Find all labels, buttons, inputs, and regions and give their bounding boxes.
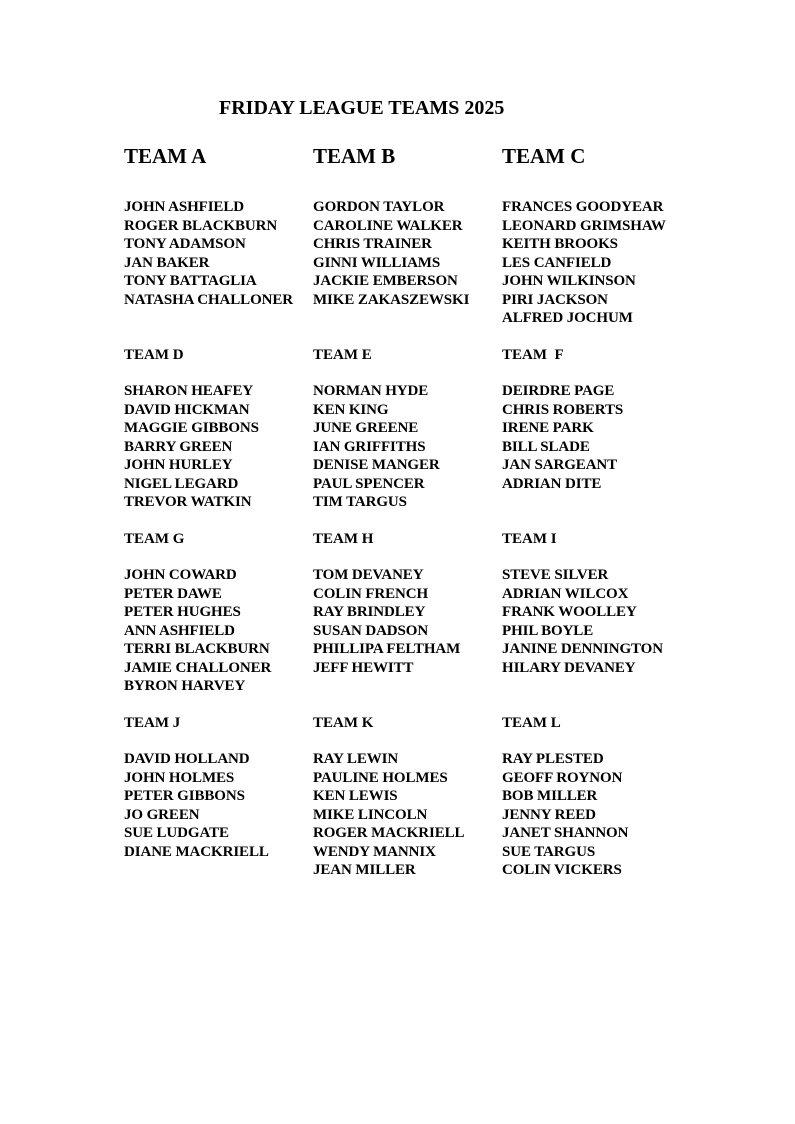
team-member: TERRI BLACKBURN <box>124 641 270 657</box>
team-g-heading: TEAM G <box>124 531 185 547</box>
team-member: SUSAN DADSON <box>313 622 429 639</box>
team-member: GINNI WILLIAMS <box>313 254 441 271</box>
team-member: PAUL SPENCER <box>313 475 425 492</box>
team-member: DEIRDRE PAGE <box>502 383 615 399</box>
team-member: ROGER MACKRIELL <box>313 825 465 841</box>
team-d-block <box>124 346 309 512</box>
team-member: RAY PLESTED <box>502 751 604 767</box>
team-b-block <box>313 144 498 309</box>
team-member: BILL SLADE <box>502 438 590 455</box>
team-member: CHRIS ROBERTS <box>502 401 624 418</box>
team-member: PIRI JACKSON <box>502 291 608 308</box>
team-b-heading: TEAM B <box>313 144 396 168</box>
team-member: GEOFF ROYNON <box>502 769 623 786</box>
team-member: CHRIS TRAINER <box>313 236 432 252</box>
team-member: LEONARD GRIMSHAW <box>502 217 666 234</box>
team-g-block <box>124 530 309 696</box>
team-member: CAROLINE WALKER <box>313 217 463 234</box>
team-c-heading: TEAM C <box>502 144 586 168</box>
team-member: JUNE GREENE <box>313 420 419 436</box>
team-member: ROGER BLACKBURN <box>124 217 278 234</box>
team-member: BOB MILLER <box>502 788 598 804</box>
team-j-block <box>124 714 309 861</box>
team-member: TOM DEVANEY <box>313 567 424 583</box>
team-member: STEVE SILVER <box>502 567 609 583</box>
team-member: JOHN HURLEY <box>124 457 233 473</box>
team-c-members <box>502 198 687 328</box>
team-member: MAGGIE GIBBONS <box>124 420 259 436</box>
team-member: DAVID HOLLAND <box>124 751 250 767</box>
team-member: JOHN WILKINSON <box>502 273 636 289</box>
team-f-members <box>502 382 687 493</box>
team-member: JAN BAKER <box>124 254 210 271</box>
team-d-members <box>124 382 309 512</box>
team-member: FRANCES GOODYEAR <box>502 199 664 215</box>
team-member: JAMIE CHALLONER <box>124 659 272 676</box>
team-a-heading: TEAM A <box>124 144 207 168</box>
team-member: BYRON HARVEY <box>124 678 246 694</box>
team-member: PETER DAWE <box>124 585 222 602</box>
team-member: ALFRED JOCHUM <box>502 310 633 326</box>
team-member: PHILLIPA FELTHAM <box>313 641 461 657</box>
team-h-heading: TEAM H <box>313 531 374 547</box>
team-member: PHIL BOYLE <box>502 622 594 639</box>
team-member: JENNY REED <box>502 806 596 823</box>
team-member: TREVOR WATKIN <box>124 494 252 510</box>
team-member: RAY BRINDLEY <box>313 604 426 620</box>
team-member: LES CANFIELD <box>502 254 612 271</box>
team-member: DIANE MACKRIELL <box>124 843 269 860</box>
team-d-heading: TEAM D <box>124 347 184 363</box>
team-member: NORMAN HYDE <box>313 383 429 399</box>
team-b-members <box>313 198 498 309</box>
team-member: ADRIAN DITE <box>502 475 602 492</box>
team-member: DENISE MANGER <box>313 457 440 473</box>
team-j-members <box>124 750 309 861</box>
team-member: GORDON TAYLOR <box>313 199 445 215</box>
team-member: JAN SARGEANT <box>502 457 618 473</box>
team-member: FRANK WOOLLEY <box>502 604 637 620</box>
team-member: SUE TARGUS <box>502 843 596 860</box>
team-e-members <box>313 382 498 512</box>
team-member: JOHN ASHFIELD <box>124 199 244 215</box>
team-l-block <box>502 714 687 880</box>
team-c-block <box>502 144 687 328</box>
team-h-members <box>313 566 498 677</box>
team-member: JOHN HOLMES <box>124 769 235 786</box>
team-e-heading: TEAM E <box>313 347 372 363</box>
team-i-heading: TEAM I <box>502 531 557 547</box>
team-member: NIGEL LEGARD <box>124 475 239 492</box>
team-j-heading: TEAM J <box>124 715 181 731</box>
page-title: FRIDAY LEAGUE TEAMS 2025 <box>219 97 505 119</box>
team-a-block <box>124 144 309 309</box>
team-member: KEITH BROOKS <box>502 236 618 252</box>
team-member: TONY BATTAGLIA <box>124 273 257 289</box>
team-member: SUE LUDGATE <box>124 825 229 841</box>
team-member: KEN LEWIS <box>313 788 398 804</box>
team-member: PETER HUGHES <box>124 604 241 620</box>
team-a-members <box>124 198 309 309</box>
team-member: IRENE PARK <box>502 420 594 436</box>
team-i-members <box>502 566 687 677</box>
team-f-heading: TEAM F <box>502 347 564 363</box>
team-k-members <box>313 750 498 880</box>
team-k-block <box>313 714 498 880</box>
team-member: COLIN VICKERS <box>502 862 622 878</box>
team-member: NATASHA CHALLONER <box>124 291 294 308</box>
team-member: PAULINE HOLMES <box>313 769 448 786</box>
team-member: ADRIAN WILCOX <box>502 585 629 602</box>
team-member: JANET SHANNON <box>502 825 629 841</box>
team-member: TONY ADAMSON <box>124 236 246 252</box>
team-g-members <box>124 566 309 696</box>
team-member: MIKE ZAKASZEWSKI <box>313 291 470 308</box>
team-member: JEFF HEWITT <box>313 659 414 676</box>
team-member: JO GREEN <box>124 806 200 823</box>
team-member: WENDY MANNIX <box>313 843 436 860</box>
team-member: JOHN COWARD <box>124 567 237 583</box>
team-member: RAY LEWIN <box>313 751 399 767</box>
team-member: SHARON HEAFEY <box>124 383 254 399</box>
team-f-block <box>502 346 687 493</box>
team-member: JACKIE EMBERSON <box>313 273 458 289</box>
team-member: IAN GRIFFITHS <box>313 438 426 455</box>
team-member: JANINE DENNINGTON <box>502 641 663 657</box>
team-member: MIKE LINCOLN <box>313 806 428 823</box>
team-member: ANN ASHFIELD <box>124 622 235 639</box>
team-k-heading: TEAM K <box>313 715 374 731</box>
team-member: DAVID HICKMAN <box>124 401 250 418</box>
team-member: COLIN FRENCH <box>313 585 429 602</box>
team-member: BARRY GREEN <box>124 438 233 455</box>
team-member: HILARY DEVANEY <box>502 659 636 676</box>
team-member: TIM TARGUS <box>313 494 407 510</box>
team-member: JEAN MILLER <box>313 862 416 878</box>
team-i-block <box>502 530 687 677</box>
team-h-block <box>313 530 498 677</box>
team-member: KEN KING <box>313 401 389 418</box>
team-l-heading: TEAM L <box>502 715 561 731</box>
team-e-block <box>313 346 498 512</box>
team-member: PETER GIBBONS <box>124 788 245 804</box>
team-l-members <box>502 750 687 880</box>
